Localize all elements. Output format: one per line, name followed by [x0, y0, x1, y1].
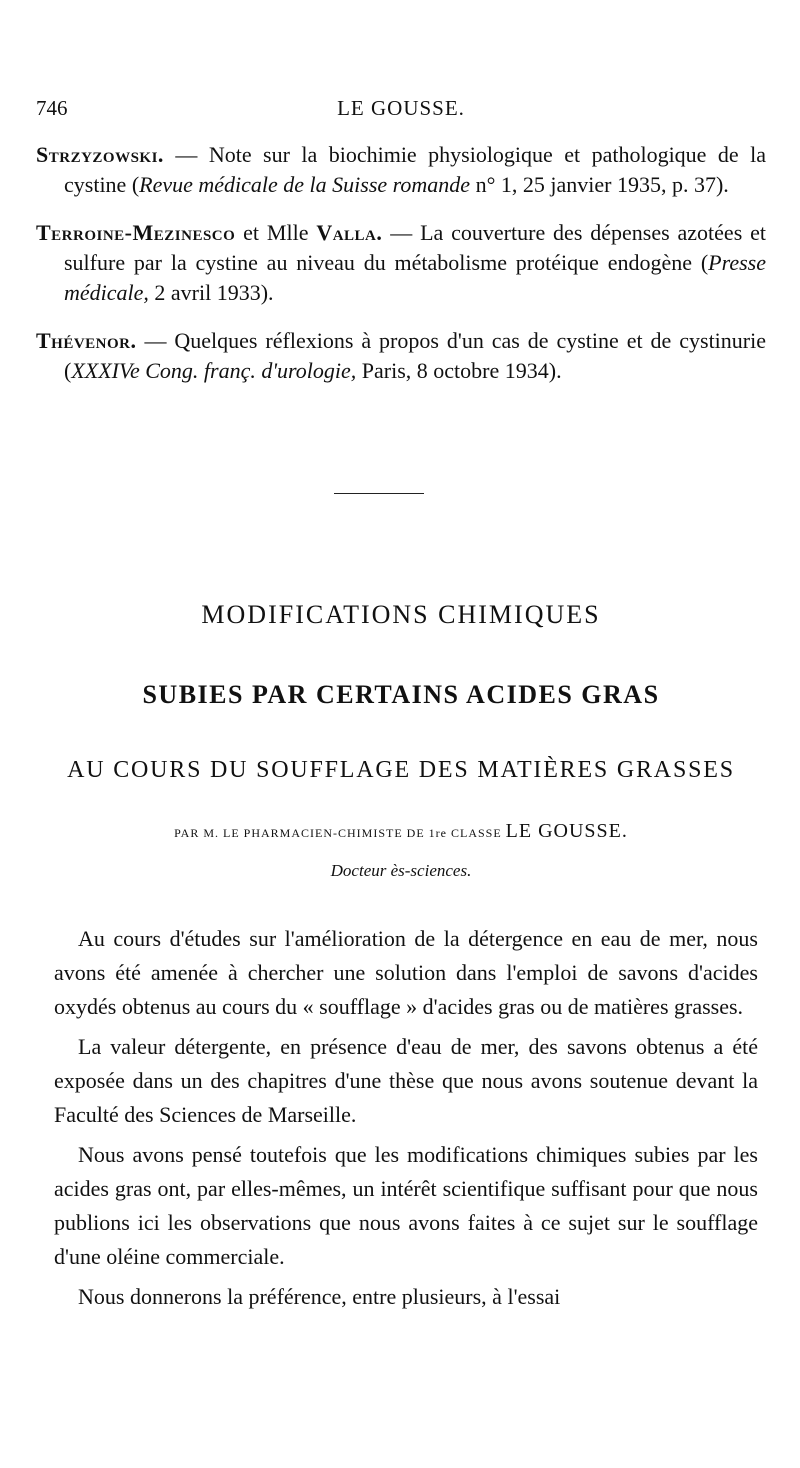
reference-author: Strzyzowski.: [36, 142, 164, 167]
author-byline: [36, 820, 766, 843]
reference-source: Revue médicale de la Suisse romande: [139, 172, 471, 197]
reference-author: Valla.: [316, 220, 383, 245]
byline-rank: PAR M. LE PHARMACIEN-CHIMISTE DE 1re CLASSE: [174, 826, 502, 840]
reference-text: — Quelques réflexions à propos d'un cas de cystine et de cystinurie (: [64, 328, 766, 383]
reference-text: — Note sur la biochimie physiologique et pathologique de la cystine (: [64, 142, 766, 197]
reference-source: XXXIVe Cong. franç. d'urologie,: [71, 358, 357, 383]
author-degree: Docteur ès-sciences.: [330, 861, 472, 880]
reference-entry: [36, 140, 766, 200]
byline-author-name: LE GOUSSE.: [505, 820, 628, 842]
article-title-line-2: SUBIES PAR CERTAINS ACIDES GRAS: [142, 680, 660, 709]
reference-entry: [36, 218, 766, 308]
reference-source: Presse médicale,: [64, 250, 766, 305]
body-paragraph: La valeur détergente, en présence d'eau de mer, des savons obtenus a été exposée dans un des chapitres d'une thèse que nous avons soutenue devant la Faculté des Sciences de Marseille.: [54, 1034, 758, 1127]
reference-text: Paris, 8 octobre 1934).: [356, 358, 562, 383]
page-number: 746: [36, 96, 68, 120]
running-head: [36, 96, 766, 126]
article-body: [54, 922, 758, 1320]
body-paragraph: Nous donnerons la préférence, entre plusieurs, à l'essai: [78, 1284, 561, 1309]
reference-author: Thévenor.: [36, 328, 137, 353]
reference-author: Terroine-Mezinesco: [36, 220, 236, 245]
reference-text: — La couverture des dépenses azotées et sulfure par la cystine au niveau du métabolisme protéique endogène (: [64, 220, 766, 275]
body-paragraph: Nous avons pensé toutefois que les modifications chimiques subies par les acides gras ont, par elles-mêmes, un intérêt scientifique suffisant pour que nous publions ici les observations que nous avons faites à ce sujet sur le soufflage d'une oléine commerciale.: [54, 1142, 758, 1269]
reference-text: et Mlle: [235, 220, 317, 245]
reference-list: [36, 140, 766, 404]
article-title-line-1: MODIFICATIONS CHIMIQUES: [201, 600, 601, 629]
article-title-line-3: AU COURS DU SOUFFLAGE DES MATIÈRES GRASSES: [67, 757, 735, 783]
running-title: LE GOUSSE.: [337, 96, 465, 120]
body-paragraph: Au cours d'études sur l'amélioration de la détergence en eau de mer, nous avons été amenée à chercher une solution dans l'emploi de savons d'acides oxydés obtenus au cours du « soufflage » d'acides gras ou de matières grasses.: [54, 926, 758, 1019]
section-divider: [334, 493, 424, 494]
reference-text: n° 1, 25 janvier 1935, p. 37).: [470, 172, 729, 197]
reference-text: 2 avril 1933).: [148, 280, 274, 305]
reference-entry: [36, 326, 766, 386]
